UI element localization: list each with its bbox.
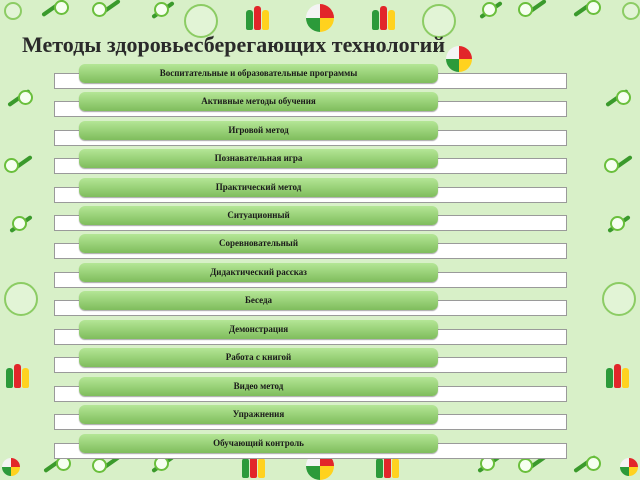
list-item: [0, 348, 640, 378]
method-label: Видео метод: [79, 377, 438, 396]
list-item: [0, 121, 640, 151]
method-label: Активные методы обучения: [79, 92, 438, 111]
method-label: Работа с книгой: [79, 348, 438, 367]
list-item: [0, 149, 640, 179]
method-label: Ситуационный: [79, 206, 438, 225]
list-item: [0, 320, 640, 350]
slide-title: Методы здоровьесберегающих технологий: [22, 32, 445, 57]
list-item: [0, 206, 640, 236]
method-label: Обучающий контроль: [79, 434, 438, 453]
list-item: [0, 92, 640, 122]
list-item: [0, 434, 640, 464]
list-item: [0, 178, 640, 208]
list-item: [0, 234, 640, 264]
list-item: [0, 377, 640, 407]
list-item: [0, 263, 640, 293]
method-label: Познавательная игра: [79, 149, 438, 168]
method-label: Игровой метод: [79, 121, 438, 140]
list-item: [0, 291, 640, 321]
method-label: Дидактический рассказ: [79, 263, 438, 282]
method-label: Упражнения: [79, 405, 438, 424]
method-label: Воспитательные и образовательные программы: [79, 64, 438, 83]
method-label: Практический метод: [79, 178, 438, 197]
list-item: [0, 405, 640, 435]
method-label: Демонстрация: [79, 320, 438, 339]
method-label: Беседа: [79, 291, 438, 310]
list-item: [0, 64, 640, 94]
method-label: Соревновательный: [79, 234, 438, 253]
